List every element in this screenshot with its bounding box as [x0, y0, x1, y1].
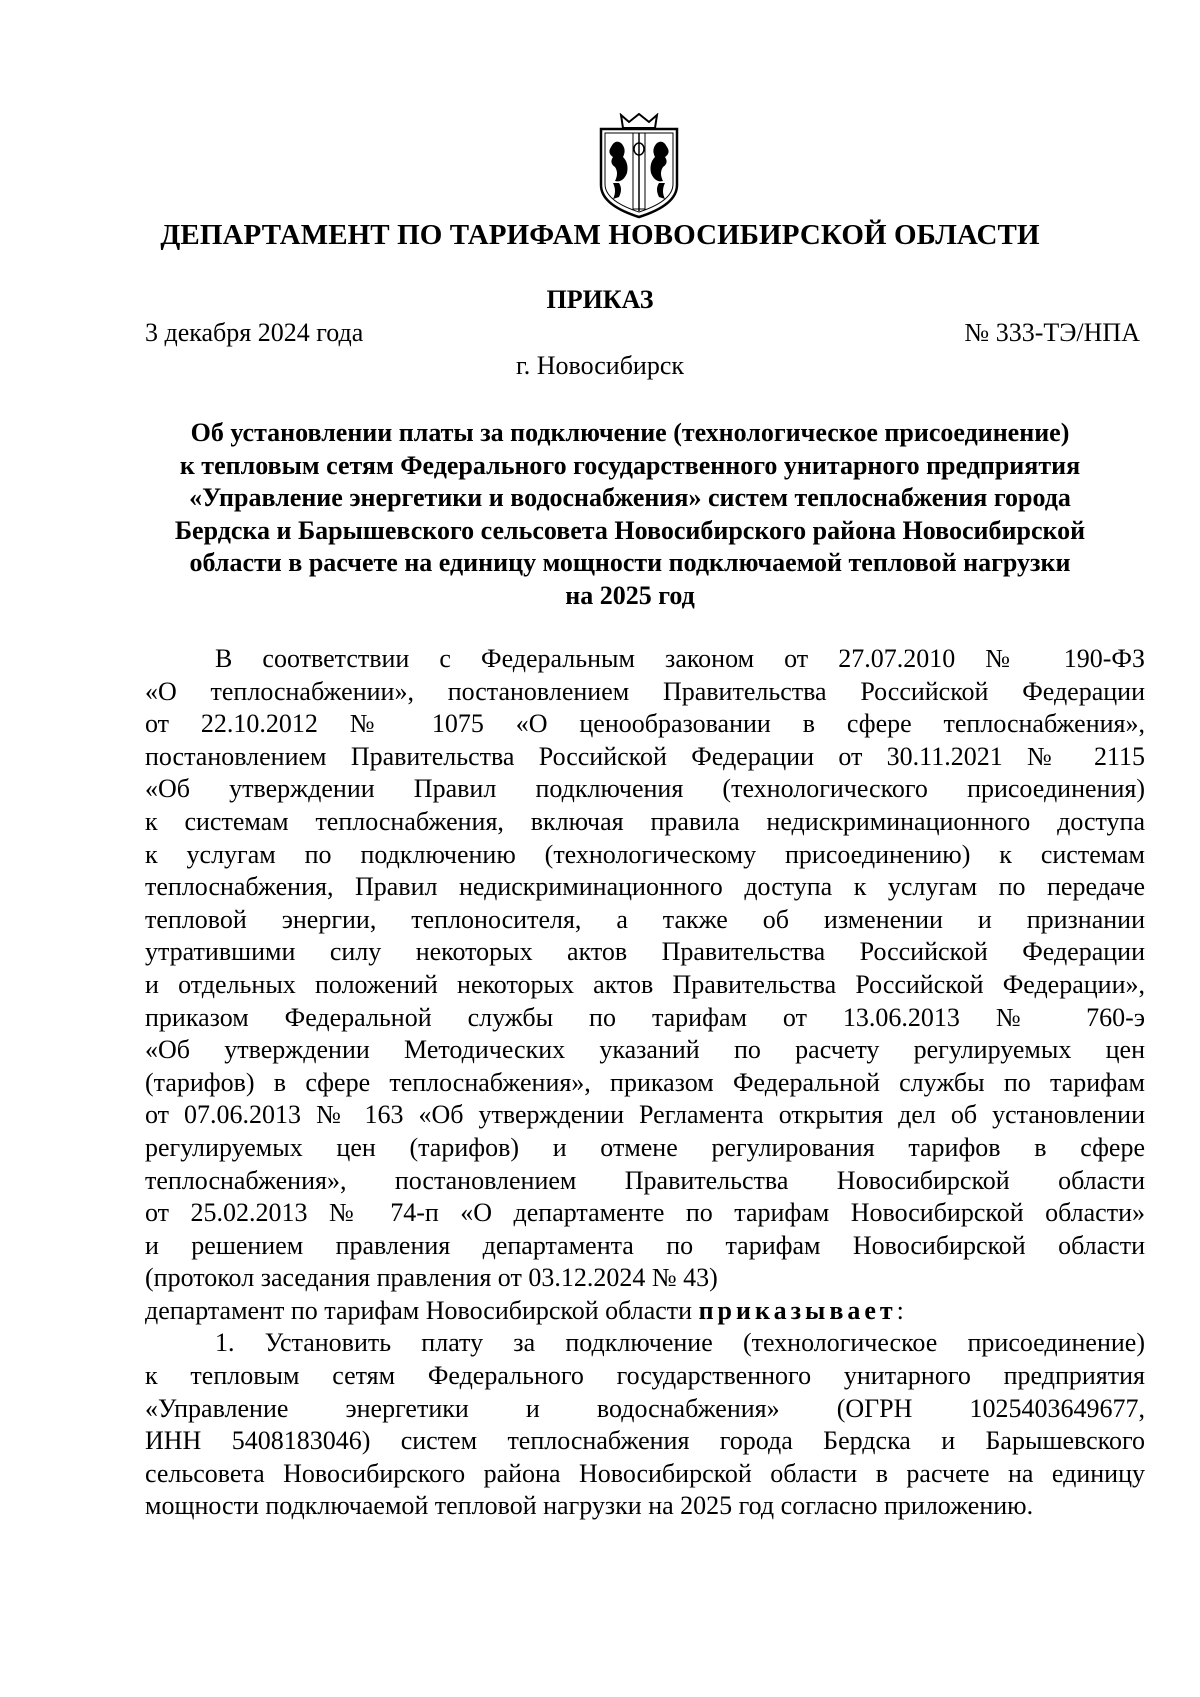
item-line: «Управление энергетики и водоснабжения» (ОГРН 1025403649677, — [145, 1393, 1145, 1423]
preamble-line: «Об утверждении Методических указаний по расчету регулируемых цен — [145, 1035, 1145, 1065]
preamble-line: регулируемых цен (тарифов) и отмене регулирования тарифов в сфере — [145, 1132, 1145, 1162]
order-date: 3 декабря 2024 года — [145, 318, 364, 347]
preamble-line: утратившими силу некоторых актов Правительства Российской Федерации — [145, 937, 1145, 967]
item-line: 1. Установить плату за подключение (технологическое присоединение) — [215, 1328, 1145, 1358]
preamble-line: приказом Федеральной службы по тарифам от 13.06.2013 № 760-э — [145, 1002, 1145, 1032]
subject-line: Бердска и Барышевского сельсовета Новосибирского района Новосибирской — [174, 515, 1086, 545]
preamble-line: от 07.06.2013 № 163 «Об утверждении Регламента открытия дел об установлении — [145, 1100, 1145, 1130]
order-number: № 333-ТЭ/НПА — [964, 318, 1140, 347]
order-keyword: приказывает — [698, 1295, 897, 1325]
preamble-line: и решением правления департамента по тарифам Новосибирской области — [145, 1230, 1145, 1260]
document-type: ПРИКАЗ — [546, 285, 654, 314]
order-city: г. Новосибирск — [515, 351, 685, 380]
order-body — [145, 643, 1145, 1523]
preamble-line: тепловой энергии, теплоносителя, а также об изменении и признании — [145, 904, 1145, 934]
preamble-line: к системам теплоснабжения, включая правила недискриминационного доступа — [145, 806, 1145, 836]
preamble-line: «Об утверждении Правил подключения (технологического присоединения) — [145, 774, 1145, 804]
preamble-line: от 22.10.2012 № 1075 «О ценообразовании в сфере теплоснабжения», — [145, 709, 1145, 739]
preamble-line: к услугам по подключению (технологическому присоединению) к системам — [145, 839, 1145, 869]
subject-line: к тепловым сетям Федерального государственного унитарного предприятия — [179, 450, 1081, 480]
order-clause — [145, 1295, 1145, 1328]
preamble-line: теплоснабжения, Правил недискриминационного доступа к услугам по передаче — [145, 872, 1145, 902]
preamble-line: В соответствии с Федеральным законом от 27.07.2010 № 190-ФЗ — [215, 644, 1145, 673]
subject-line: на 2025 год — [565, 580, 695, 610]
order-clause-prefix: департамент по тарифам Новосибирской области — [145, 1295, 699, 1325]
order-subject — [130, 417, 1130, 612]
preamble-line: «О теплоснабжении», постановлением Правительства Российской Федерации — [145, 676, 1145, 706]
item-line: мощности подключаемой тепловой нагрузки на 2025 год согласно приложению. — [145, 1491, 1034, 1521]
department-title: ДЕПАРТАМЕНТ ПО ТАРИФАМ НОВОСИБИРСКОЙ ОБЛАСТИ — [160, 219, 1040, 251]
subject-line: области в расчете на единицу мощности подключаемой тепловой нагрузки — [189, 548, 1071, 577]
preamble-line: теплоснабжения», постановлением Правительства Новосибирской области — [145, 1165, 1145, 1195]
preamble-line: (протокол заседания правления от 03.12.2024 № 43) — [145, 1263, 718, 1293]
preamble-line: от 25.02.2013 № 74-п «О департаменте по тарифам Новосибирской области» — [145, 1198, 1145, 1228]
item-line: ИНН 5408183046) систем теплоснабжения города Бердска и Барышевского — [145, 1426, 1145, 1456]
subject-line: Об установлении платы за подключение (технологическое присоединение) — [190, 418, 1070, 447]
coat-of-arms-icon — [593, 113, 685, 219]
item-line: сельсовета Новосибирского района Новосибирской области в расчете на единицу — [145, 1458, 1145, 1488]
order-clause-suffix: : — [896, 1295, 904, 1325]
item-line: к тепловым сетям Федерального государственного унитарного предприятия — [145, 1361, 1145, 1391]
subject-line: «Управление энергетики и водоснабжения» систем теплоснабжения города — [189, 483, 1071, 512]
preamble-line: (тарифов) в сфере теплоснабжения», приказом Федеральной службы по тарифам — [145, 1067, 1145, 1097]
preamble-line: постановлением Правительства Российской Федерации от 30.11.2021 № 2115 — [145, 741, 1145, 771]
preamble-line: и отдельных положений некоторых актов Правительства Российской Федерации», — [145, 969, 1145, 999]
